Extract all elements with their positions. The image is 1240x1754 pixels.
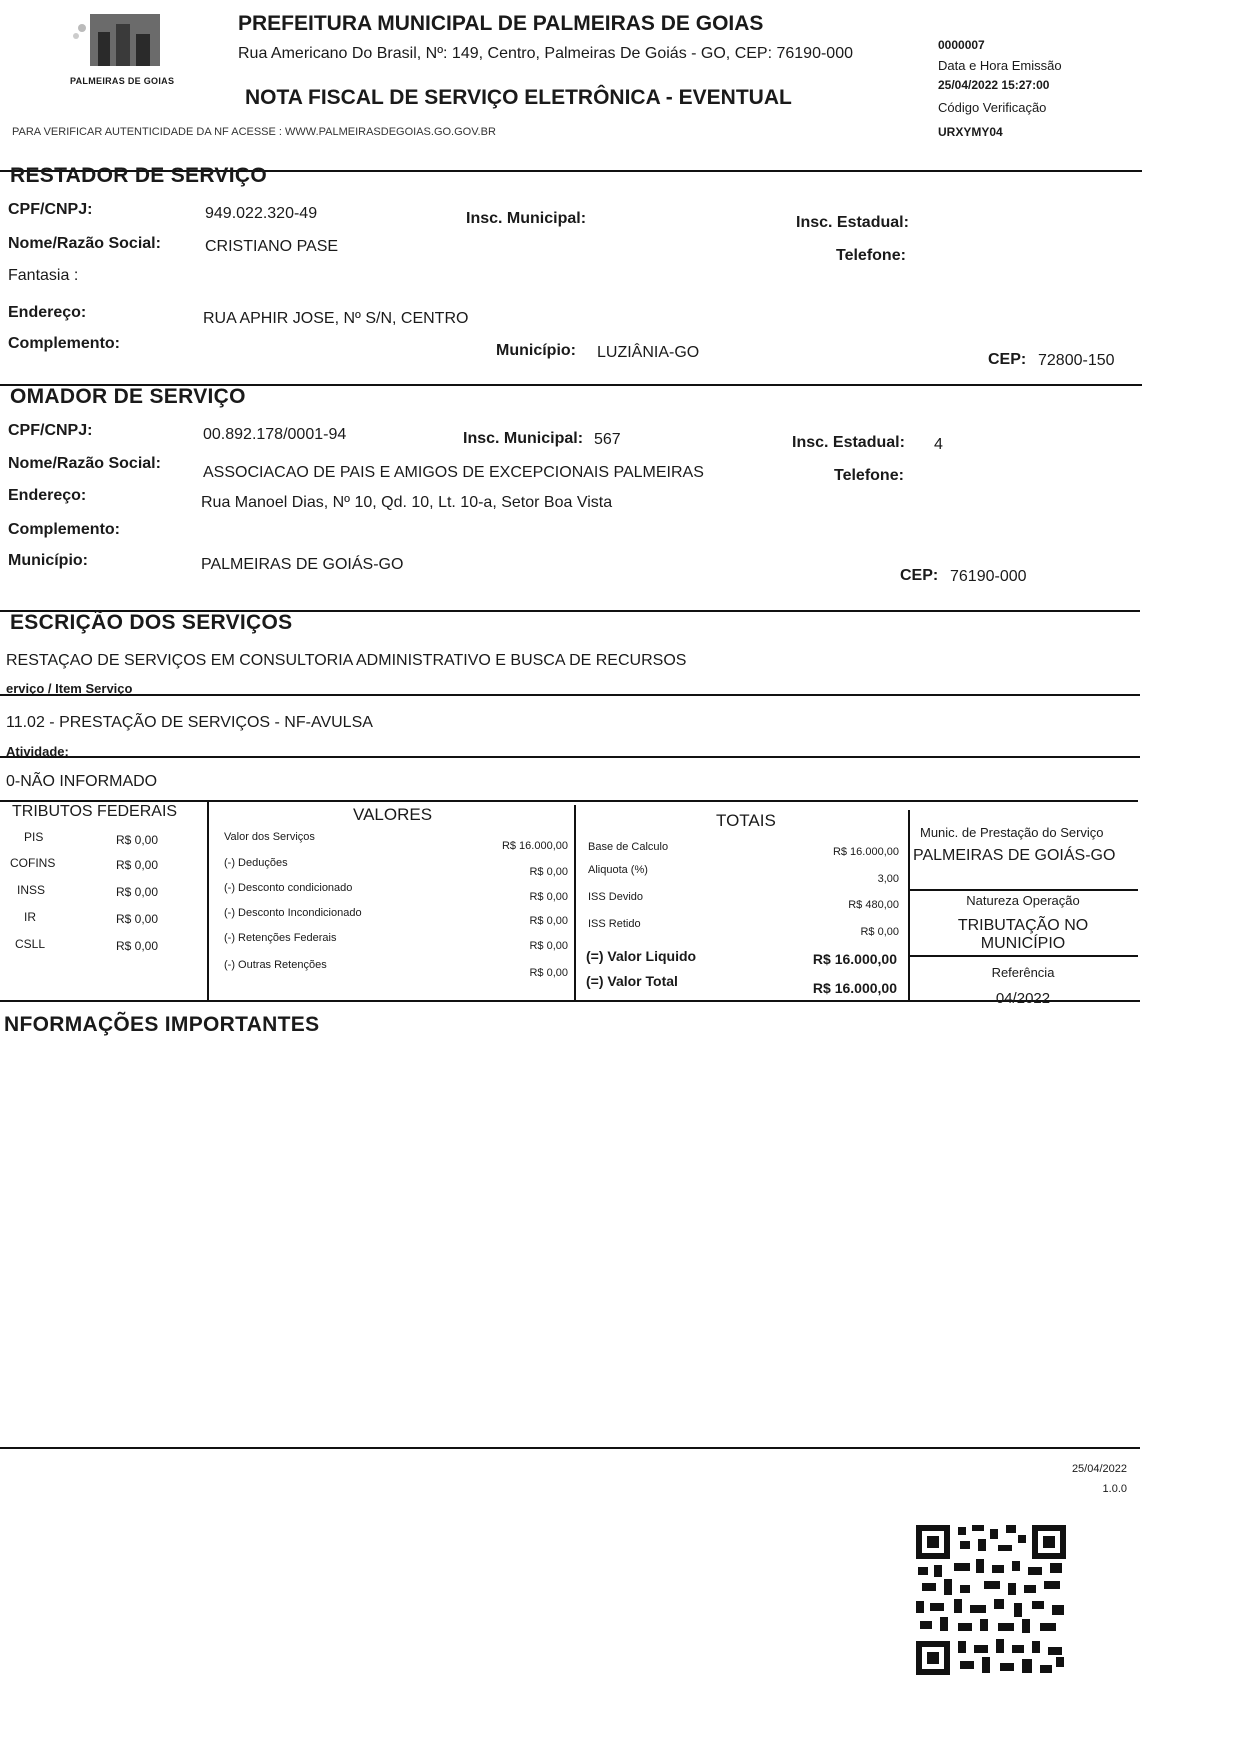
- tomador-endereco-value: Rua Manoel Dias, Nº 10, Qd. 10, Lt. 10-a, Setor Boa Vista: [201, 494, 613, 511]
- totais-label: ISS Devido: [588, 891, 644, 903]
- tomador-municipio-label: Município:: [8, 552, 88, 569]
- prestador-municipio-value: LUZIÂNIA-GO: [597, 344, 700, 361]
- prestador-insc-estadual-label: Insc. Estadual:: [796, 214, 909, 231]
- tributos-title: TRIBUTOS FEDERAIS: [12, 803, 178, 820]
- prestador-nome-value: CRISTIANO PASE: [205, 238, 339, 255]
- totais-value: R$ 16.000,00: [832, 846, 899, 858]
- verify-text: PARA VERIFICAR AUTENTICIDADE DA NF ACESSE : WWW.PALMEIRASDEGOIAS.GO.GOV.BR: [12, 126, 496, 138]
- totais-value: 3,00: [877, 873, 899, 885]
- tomador-telefone-label: Telefone:: [834, 467, 904, 484]
- prestador-section-title: RESTADOR DE SERVIÇO: [10, 164, 267, 187]
- item-servico-label: erviço / Item Serviço: [6, 681, 133, 696]
- document-title: NOTA FISCAL DE SERVIÇO ELETRÔNICA - EVENTUAL: [245, 86, 792, 109]
- tributo-name: IR: [24, 910, 36, 924]
- tomador-section-title: OMADOR DE SERVIÇO: [10, 385, 246, 408]
- prestacao-value: PALMEIRAS DE GOIÁS-GO: [913, 847, 1116, 864]
- prestador-municipio-label: Município:: [496, 342, 576, 359]
- tomador-insc-municipal-label: Insc. Municipal:: [463, 430, 584, 447]
- nf-number: 0000007: [938, 38, 985, 52]
- emission-value: 25/04/2022 15:27:00: [938, 78, 1050, 92]
- valor-total-label: (=) Valor Total: [586, 973, 678, 989]
- code-label: Código Verificação: [938, 100, 1047, 115]
- tomador-complemento-label: Complemento:: [8, 521, 120, 538]
- divider: [0, 694, 1140, 696]
- tomador-insc-estadual-value: 4: [934, 436, 943, 453]
- code-value: URXYMY04: [938, 125, 1003, 139]
- prestador-nome-label: Nome/Razão Social:: [8, 235, 161, 252]
- valores-value: R$ 0,00: [529, 866, 568, 878]
- atividade-value: 0-NÃO INFORMADO: [6, 773, 158, 790]
- valores-label: (-) Deduções: [224, 857, 288, 869]
- tributo-value: R$ 0,00: [116, 833, 159, 847]
- prestador-cep-label: CEP:: [988, 351, 1027, 368]
- valores-label: (-) Desconto condicionado: [224, 882, 353, 894]
- totais-title: TOTAIS: [716, 811, 776, 830]
- prestador-complemento-label: Complemento:: [8, 335, 120, 352]
- tributo-name: PIS: [24, 830, 44, 844]
- logo-text: PALMEIRAS DE GOIAS: [70, 76, 175, 86]
- valores-label: (-) Retenções Federais: [224, 932, 337, 944]
- atividade-label: Atividade:: [6, 744, 69, 759]
- tomador-cep-label: CEP:: [900, 567, 939, 584]
- prestador-endereco-label: Endereço:: [8, 304, 87, 321]
- page-title: PREFEITURA MUNICIPAL DE PALMEIRAS DE GOIAS: [238, 12, 764, 35]
- tributo-value: R$ 0,00: [116, 939, 159, 953]
- prestador-fantasia-label: Fantasia :: [8, 267, 79, 284]
- item-servico-value: 11.02 - PRESTAÇÃO DE SERVIÇOS - NF-AVULSA: [6, 714, 373, 731]
- valores-label: Valor dos Serviços: [224, 831, 315, 843]
- totais-label: Base de Calculo: [588, 841, 669, 853]
- valores-value: R$ 0,00: [529, 891, 568, 903]
- totais-label: Aliquota (%): [588, 864, 648, 876]
- table-top-border: [0, 800, 1138, 802]
- emission-label: Data e Hora Emissão: [938, 58, 1062, 73]
- divider: [908, 889, 1138, 891]
- valor-total-value: R$ 16.000,00: [812, 980, 897, 996]
- tomador-cpf-value: 00.892.178/0001-94: [203, 426, 347, 443]
- referencia-label: Referência: [991, 965, 1055, 980]
- tomador-endereco-label: Endereço:: [8, 487, 87, 504]
- tomador-municipio-value: PALMEIRAS DE GOIÁS-GO: [201, 556, 404, 573]
- table-divider: [574, 805, 576, 1002]
- descricao-text: RESTAÇAO DE SERVIÇOS EM CONSULTORIA ADMINISTRATIVO E BUSCA DE RECURSOS: [6, 652, 687, 669]
- tributo-value: R$ 0,00: [116, 885, 159, 899]
- tomador-nome-value: ASSOCIACAO DE PAIS E AMIGOS DE EXCEPCIONAIS PALMEIRAS: [203, 464, 704, 481]
- totais-value: R$ 480,00: [848, 899, 899, 911]
- footer-version: 1.0.0: [1102, 1483, 1127, 1495]
- prestador-cpf-label: CPF/CNPJ:: [8, 201, 93, 218]
- tomador-insc-estadual-label: Insc. Estadual:: [792, 434, 905, 451]
- natureza-line2: MUNICÍPIO: [980, 935, 1066, 952]
- tomador-insc-municipal-value: 567: [594, 431, 621, 448]
- municipal-address: Rua Americano Do Brasil, Nº: 149, Centro, Palmeiras De Goiás - GO, CEP: 76190-000: [238, 45, 853, 62]
- referencia-value: 04/2022: [995, 990, 1051, 1007]
- tributo-value: R$ 0,00: [116, 912, 159, 926]
- tomador-cep-value: 76190-000: [950, 568, 1027, 585]
- prestador-cpf-value: 949.022.320-49: [205, 205, 318, 222]
- tributo-name: COFINS: [10, 856, 56, 870]
- natureza-line1: TRIBUTAÇÃO NO: [957, 917, 1089, 934]
- footer-date: 25/04/2022: [1071, 1463, 1127, 1475]
- valor-liquido-label: (=) Valor Liquido: [586, 948, 697, 964]
- tomador-nome-label: Nome/Razão Social:: [8, 455, 161, 472]
- qr-code-icon: [914, 1523, 1068, 1677]
- natureza-label: Natureza Operação: [966, 893, 1080, 908]
- totais-label: ISS Retido: [588, 918, 641, 930]
- tomador-cpf-label: CPF/CNPJ:: [8, 422, 93, 439]
- divider: [908, 955, 1138, 957]
- valores-value: R$ 16.000,00: [501, 840, 568, 852]
- footer-divider: [0, 1447, 1140, 1449]
- valores-value: R$ 0,00: [529, 915, 568, 927]
- totais-value: R$ 0,00: [860, 926, 899, 938]
- prestador-cep-value: 72800-150: [1038, 352, 1115, 369]
- valores-label: (-) Desconto Incondicionado: [224, 907, 362, 919]
- tributo-name: INSS: [17, 883, 46, 897]
- valor-liquido-value: R$ 16.000,00: [812, 951, 897, 967]
- descricao-section-title: ESCRIÇÃO DOS SERVIÇOS: [10, 611, 293, 634]
- prestador-telefone-label: Telefone:: [836, 247, 906, 264]
- divider: [0, 756, 1140, 758]
- municipal-logo: [68, 10, 178, 92]
- prestacao-label: Munic. de Prestação do Serviço: [920, 825, 1104, 840]
- table-divider: [207, 800, 209, 1002]
- valores-value: R$ 0,00: [529, 940, 568, 952]
- valores-value: R$ 0,00: [529, 967, 568, 979]
- valores-label: (-) Outras Retenções: [224, 959, 327, 971]
- tributo-name: CSLL: [15, 937, 46, 951]
- tributo-value: R$ 0,00: [116, 858, 159, 872]
- prestador-insc-municipal-label: Insc. Municipal:: [466, 210, 587, 227]
- prestador-endereco-value: RUA APHIR JOSE, Nº S/N, CENTRO: [203, 310, 469, 327]
- valores-title: VALORES: [353, 805, 433, 824]
- info-section-title: NFORMAÇÕES IMPORTANTES: [4, 1013, 320, 1036]
